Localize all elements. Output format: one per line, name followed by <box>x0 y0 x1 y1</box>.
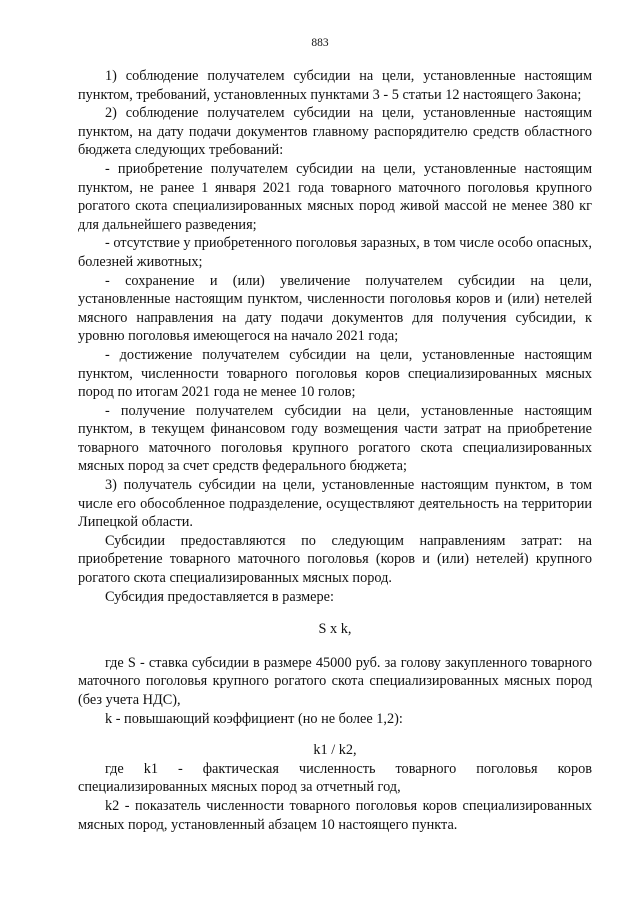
paragraph: где k1 - фактическая численность товарного поголовья коров специализированных мясных пород за отчетный год, <box>78 760 592 796</box>
paragraph: Субсидия предоставляется в размере: <box>105 588 334 605</box>
formula-coefficient: k1 / k2, <box>313 742 357 759</box>
paragraph: 3) получатель субсидии на цели, установленные настоящим пунктом, в том числе его обособленное подразделение, осуществляют деятельность на территории Липецкой области. <box>78 477 592 531</box>
paragraph: k2 - показатель численности товарного поголовья коров специализированных мясных пород, установленный абзацем 10 настоящего пункта. <box>78 797 592 833</box>
formula-subsidy: S x k, <box>318 621 352 638</box>
paragraph: - получение получателем субсидии на цели, установленные настоящим пунктом, в текущем финансовом году возмещения части затрат на приобретение товарного маточного поголовья крупного рогатого скота специализированных мясных пород за счет средств федерального бюджета; <box>78 402 592 475</box>
paragraph: - приобретение получателем субсидии на цели, установленные настоящим пунктом, не ранее 1 января 2021 года товарного маточного поголовья крупного рогатого скота специализированных мясных пород живой массой не менее 380 кг для дальнейшего разведения; <box>78 160 592 233</box>
paragraph: 1) соблюдение получателем субсидии на цели, установленные настоящим пунктом, требований, установленных пунктами 3 - 5 статьи 12 настоящего Закона; <box>78 68 592 103</box>
paragraph: - отсутствие у приобретенного поголовья заразных, в том числе особо опасных, болезней животных; <box>78 235 592 270</box>
paragraph: k - повышающий коэффициент (но не более 1,2): <box>105 710 403 727</box>
paragraph: 2) соблюдение получателем субсидии на цели, установленные настоящим пунктом, на дату подачи документов главному распорядителю средств областного бюджета следующих требований: <box>78 105 592 159</box>
paragraph: - сохранение и (или) увеличение получателем субсидии на цели, установленные настоящим пунктом, численности поголовья коров и (или) нетелей мясного направления на дату подачи документов для получения субсидии, к уровню поголовья имеющегося на начало 2021 года; <box>78 272 592 345</box>
paragraph: Субсидии предоставляются по следующим направлениям затрат: на приобретение товарного маточного поголовья (коров и (или) нетелей) крупного рогатого скота специализированных мясных пород. <box>78 532 592 587</box>
paragraph: - достижение получателем субсидии на цели, установленные настоящим пунктом, численности товарного поголовья коров специализированных мясных пород по итогам 2021 года не менее 10 голов; <box>78 346 592 401</box>
page-number: 883 <box>311 37 329 49</box>
paragraph: где S - ставка субсидии в размере 45000 руб. за голову закупленного товарного маточного поголовья крупного рогатого скота специализированных мясных пород (без учета НДС), <box>78 654 592 708</box>
document-body <box>78 67 592 834</box>
